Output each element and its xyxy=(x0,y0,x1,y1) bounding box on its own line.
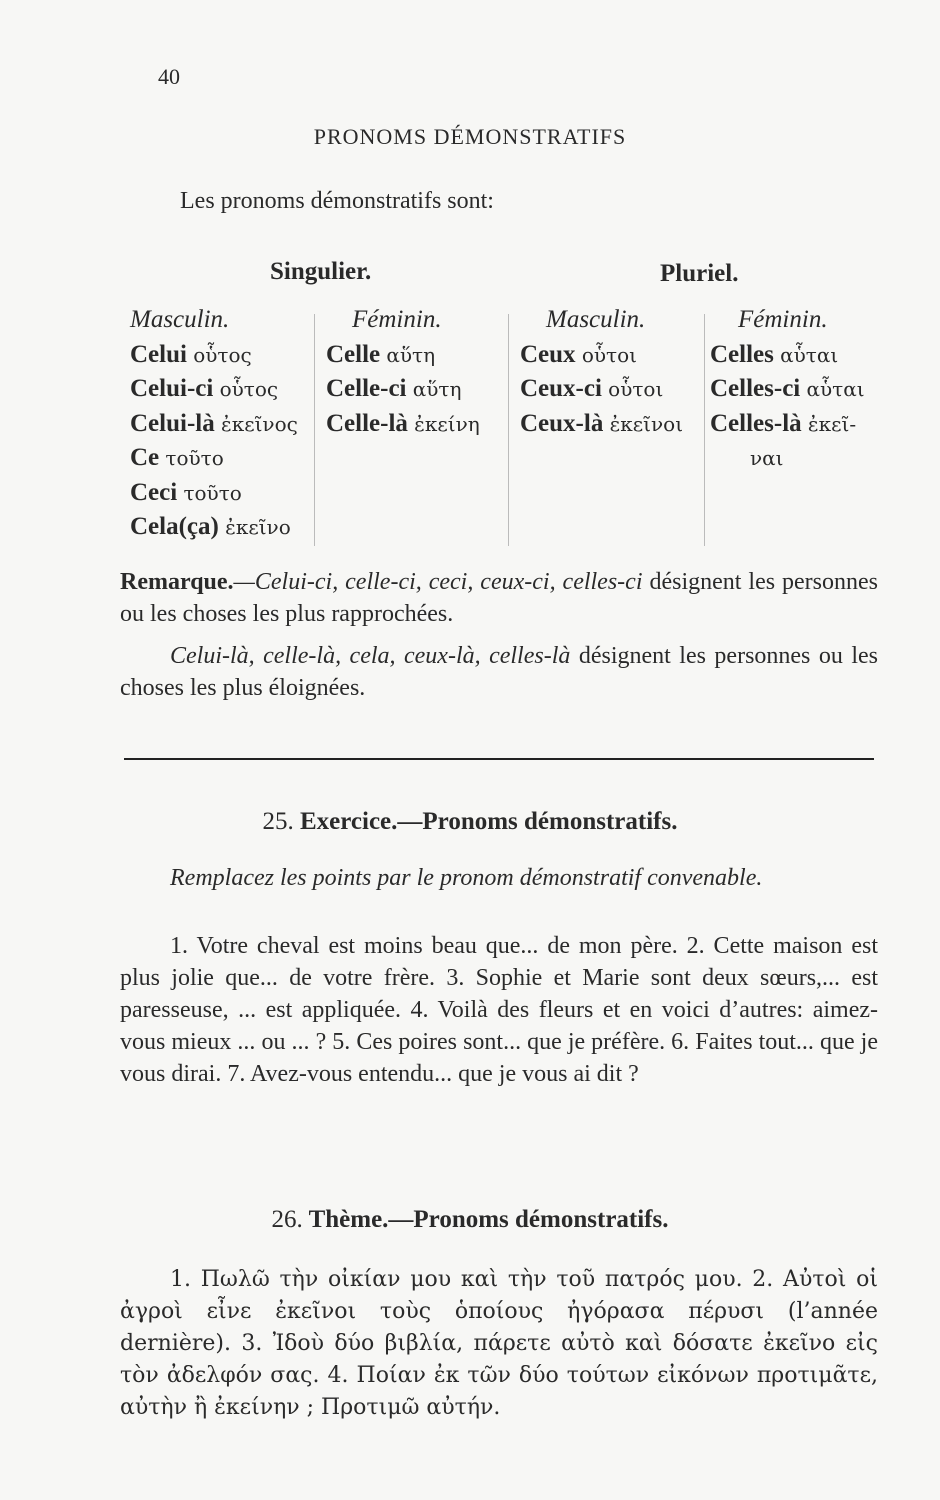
remarque-paragraph-2: Celui-là, celle-là, cela, ceux-là, celles-là désignent les personnes ou les choses les plus éloignées. xyxy=(120,643,878,701)
remarque-label: Remarque. xyxy=(120,569,234,595)
table-row: Celles αὗται xyxy=(710,340,839,368)
table-row: Ceux οὗτοι xyxy=(520,340,637,368)
table-divider xyxy=(508,314,509,546)
section-title: PRONOMS DÉMONSTRATIFS xyxy=(313,124,627,149)
table-row: ναι xyxy=(750,446,784,470)
column-plur-fem xyxy=(710,303,865,476)
column-head: Masculin. xyxy=(130,306,230,333)
theme-title: 26. Thème.—Pronoms démonstratifs. xyxy=(271,1206,669,1233)
table-divider xyxy=(704,314,705,546)
singulier-header: Singulier. xyxy=(270,258,372,285)
column-sing-fem xyxy=(326,303,480,441)
exercise-instruction: Remplacez les points par le pronom démonstratif convenable. xyxy=(170,865,763,891)
table-row: Ce τοῦτο xyxy=(130,444,224,471)
table-row: Celui οὗτος xyxy=(130,340,252,368)
table-row: Ceux-là ἐκεῖνοι xyxy=(520,409,684,437)
table-row: Celles-ci αὗται xyxy=(710,375,865,402)
table-row: Celui-ci οὗτος xyxy=(130,375,279,402)
table-row: Celles-là ἐκεῖ- xyxy=(710,409,857,437)
remarque-paragraph: Remarque.—Celui-ci, celle-ci, ceci, ceux-ci, celles-ci désignent les personnes ou les choses les plus rapprochées. xyxy=(120,569,879,627)
table-row: Celle-là ἐκείνη xyxy=(326,409,480,437)
intro-text: Les pronoms démonstratifs sont: xyxy=(180,188,494,214)
table-row: Celle-ci αὕτη xyxy=(326,375,462,402)
exercise-text: 1. Votre cheval est moins beau que... de mon père. 2. Cette maison est plus jolie que... de votre frère. 3. Sophie et Marie sont deux sœurs,... est paresseuse, ... est appliquée. 4. Voilà des fleurs et en voici d’autres: aimez-vous mieux ... ou ... ? 5. Ces poires sont... que je préfère. 6. Faites tout... que je vous dirai. 7. Avez-vous entendu... que je vous ai dit ? xyxy=(120,933,878,1087)
table-row: Ceux-ci οὗτοι xyxy=(520,375,664,402)
column-head: Masculin. xyxy=(546,306,646,333)
theme-text: 1. Πωλῶ τὴν οἰκίαν μου καὶ τὴν τοῦ πατρός μου. 2. Αὐτοὶ οἱ ἀγροὶ εἶνε ἐκεῖνοι τοὺς ὁποίους ἠγόρασα πέρυσι (l’année dernière). 3. Ἰδοὺ δύο βιβλία, πάρετε αὐτὸ καὶ δόσατε ἐκεῖνο εἰς τὸν ἀδελφόν σας. 4. Ποίαν ἐκ τῶν δύο τούτων εἰκόνων προτιμᾶτε, αὐτὴν ἢ ἐκείνην ; Προτιμῶ αὐτήν. xyxy=(120,1267,878,1420)
column-head: Féminin. xyxy=(738,306,828,333)
table-divider xyxy=(314,314,315,546)
page-number: 40 xyxy=(158,64,180,89)
section-rule xyxy=(124,758,874,760)
table-row: Celui-là ἐκεῖνος xyxy=(130,409,298,437)
table-row: Celle αὕτη xyxy=(326,340,436,368)
table-row: Cela(ça) ἐκεῖνο xyxy=(130,513,291,540)
table-row: Ceci τοῦτο xyxy=(130,478,242,506)
column-plur-masc xyxy=(520,303,683,441)
pluriel-header: Pluriel. xyxy=(660,260,739,287)
column-head: Féminin. xyxy=(352,306,442,333)
exercise-title: 25. Exercice.—Pronoms démonstratifs. xyxy=(262,808,678,835)
column-sing-masc xyxy=(130,303,298,545)
